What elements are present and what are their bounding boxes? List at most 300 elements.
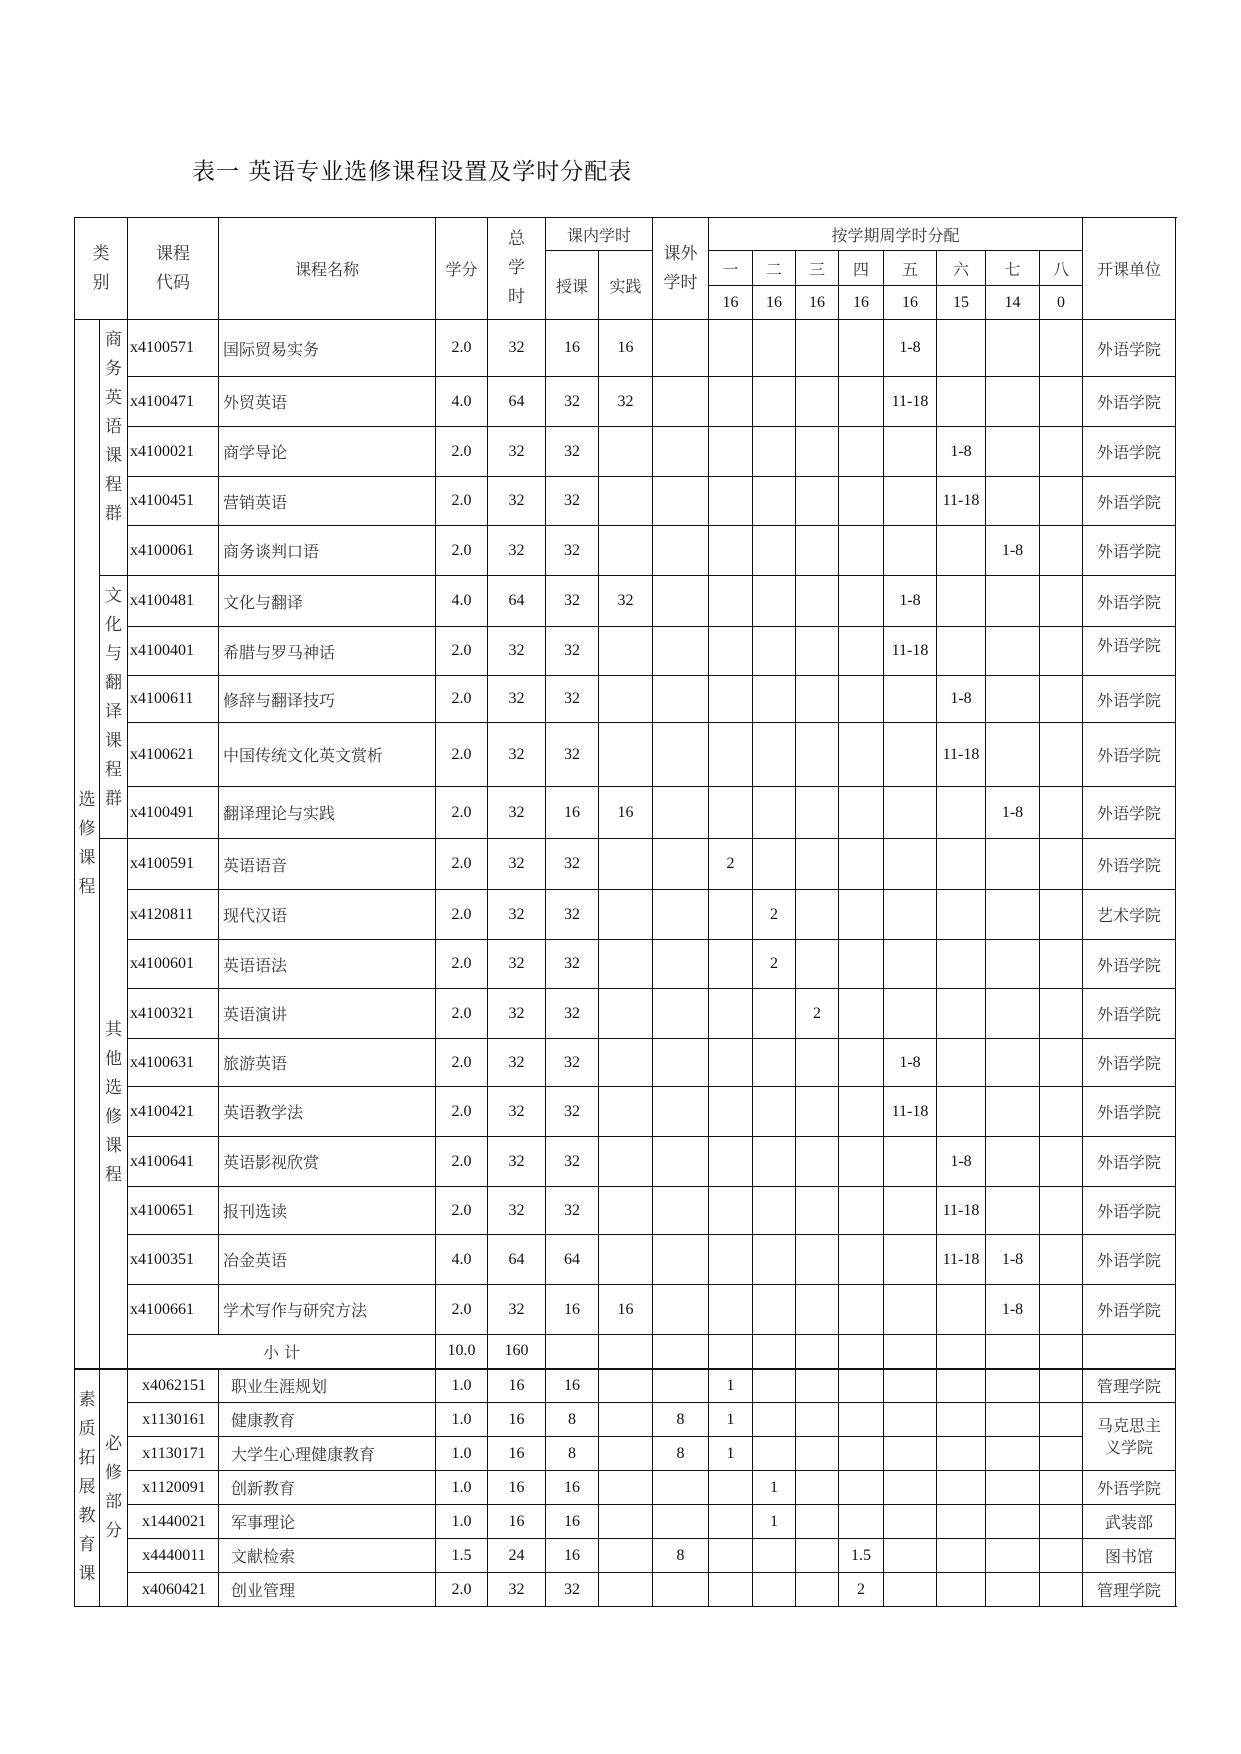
category-quality-expansion: 素质拓展教育课: [75, 1369, 100, 1607]
course-name: 英语教学法: [219, 1087, 436, 1137]
course-practice: [599, 1087, 653, 1137]
semester-cell-5: [884, 526, 937, 576]
course-credit: 2.0: [436, 1087, 488, 1137]
course-dept: 外语学院: [1083, 526, 1176, 576]
course-practice: [599, 1137, 653, 1187]
empty-cell: [1040, 1335, 1083, 1369]
course-credit: 2.0: [436, 787, 488, 839]
course-extra: 8: [653, 1437, 709, 1471]
course-extra: [653, 427, 709, 477]
course-extra: 8: [653, 1403, 709, 1437]
course-code: x4100611: [128, 676, 219, 723]
course-lecture: 32: [546, 890, 599, 940]
course-credit: 2.0: [436, 1137, 488, 1187]
course-extra: [653, 989, 709, 1039]
semester-cell-1: [709, 1087, 753, 1137]
course-total: 64: [488, 1235, 546, 1285]
semester-cell-6: [937, 1087, 986, 1137]
course-extra: [653, 839, 709, 890]
course-total: 32: [488, 1573, 546, 1607]
semester-cell-8: [1040, 1573, 1083, 1607]
semester-cell-6: [937, 627, 986, 676]
semester-cell-3: [796, 1039, 839, 1087]
semester-cell-4: 1.5: [839, 1539, 884, 1573]
course-code: x1130171: [128, 1437, 219, 1471]
course-lecture: 32: [546, 1087, 599, 1137]
course-lecture: 32: [546, 477, 599, 526]
semester-cell-5: 1-8: [884, 320, 937, 377]
course-dept: 马克思主义学院: [1083, 1403, 1176, 1471]
semester-cell-7: 1-8: [986, 1235, 1040, 1285]
course-practice: [599, 1403, 653, 1437]
course-dept: 外语学院: [1083, 576, 1176, 627]
course-credit: 2.0: [436, 526, 488, 576]
semester-cell-4: [839, 676, 884, 723]
semester-cell-1: [709, 1187, 753, 1235]
semester-cell-2: [753, 627, 796, 676]
course-practice: [599, 477, 653, 526]
course-total: 32: [488, 477, 546, 526]
table-row: [75, 377, 1176, 427]
semester-cell-3: [796, 1437, 839, 1471]
semester-cell-8: [1040, 1437, 1083, 1471]
course-lecture: 32: [546, 940, 599, 989]
semester-cell-2: [753, 1403, 796, 1437]
course-code: x4100471: [128, 377, 219, 427]
empty-cell: [709, 1335, 753, 1369]
semester-cell-5: [884, 1437, 937, 1471]
semester-cell-1: [709, 1285, 753, 1335]
course-lecture: 64: [546, 1235, 599, 1285]
semester-cell-7: [986, 1403, 1040, 1437]
semester-cell-8: [1040, 890, 1083, 940]
semester-cell-4: [839, 427, 884, 477]
course-practice: [599, 1235, 653, 1285]
semester-cell-1: 2: [709, 839, 753, 890]
course-credit: 1.0: [436, 1505, 488, 1539]
semester-cell-6: [937, 1285, 986, 1335]
semester-cell-2: [753, 477, 796, 526]
semester-cell-2: [753, 1539, 796, 1573]
semester-cell-8: [1040, 1087, 1083, 1137]
course-credit: 1.5: [436, 1539, 488, 1573]
semester-cell-5: [884, 940, 937, 989]
semester-cell-1: [709, 526, 753, 576]
course-dept: 外语学院: [1083, 427, 1176, 477]
course-total: 32: [488, 1285, 546, 1335]
semester-cell-8: [1040, 839, 1083, 890]
semester-cell-4: [839, 627, 884, 676]
course-code: x4100661: [128, 1285, 219, 1335]
empty-cell: [753, 1335, 796, 1369]
semester-cell-4: [839, 320, 884, 377]
course-extra: [653, 1039, 709, 1087]
course-extra: [653, 1137, 709, 1187]
course-name: 旅游英语: [219, 1039, 436, 1087]
course-dept: 外语学院: [1083, 1137, 1176, 1187]
semester-cell-8: [1040, 627, 1083, 676]
course-practice: 16: [599, 1285, 653, 1335]
table-row: [75, 1369, 1176, 1403]
course-extra: [653, 377, 709, 427]
course-total: 16: [488, 1369, 546, 1403]
course-extra: [653, 890, 709, 940]
course-practice: [599, 427, 653, 477]
course-name: 中国传统文化英文赏析: [219, 723, 436, 787]
course-dept: 外语学院: [1083, 723, 1176, 787]
course-name: 英语影视欣赏: [219, 1137, 436, 1187]
semester-cell-8: [1040, 989, 1083, 1039]
semester-cell-2: [753, 1137, 796, 1187]
semester-cell-1: [709, 890, 753, 940]
semester-cell-1: [709, 1039, 753, 1087]
semester-cell-7: [986, 1369, 1040, 1403]
course-practice: [599, 676, 653, 723]
semester-cell-2: 1: [753, 1505, 796, 1539]
semester-cell-5: 11-18: [884, 377, 937, 427]
semester-cell-8: [1040, 940, 1083, 989]
semester-cell-2: 1: [753, 1471, 796, 1505]
course-name: 英语语音: [219, 839, 436, 890]
semester-cell-4: [839, 1403, 884, 1437]
semester-cell-7: [986, 676, 1040, 723]
course-lecture: 32: [546, 427, 599, 477]
table-row: [75, 1137, 1176, 1187]
course-group-2: 文化与翻译课程群: [100, 576, 128, 839]
semester-cell-1: [709, 1539, 753, 1573]
semester-cell-4: [839, 1235, 884, 1285]
table-row: [75, 1285, 1176, 1335]
semester-cell-7: [986, 723, 1040, 787]
semester-cell-7: 1-8: [986, 787, 1040, 839]
course-dept: 外语学院: [1083, 839, 1176, 890]
semester-cell-7: [986, 989, 1040, 1039]
semester-cell-2: [753, 1087, 796, 1137]
semester-cell-7: [986, 627, 1040, 676]
header-total-hours: 总学时: [488, 218, 546, 320]
course-code: x4062151: [128, 1369, 219, 1403]
table-row: [75, 1235, 1176, 1285]
course-credit: 2.0: [436, 320, 488, 377]
semester-weeks-8: 0: [1040, 286, 1083, 320]
semester-cell-7: [986, 890, 1040, 940]
semester-cell-5: [884, 676, 937, 723]
semester-cell-3: [796, 1187, 839, 1235]
semester-cell-7: [986, 839, 1040, 890]
course-extra: [653, 627, 709, 676]
course-lecture: 16: [546, 320, 599, 377]
page-title: 表一 英语专业选修课程设置及学时分配表: [192, 159, 633, 185]
semester-cell-7: [986, 1137, 1040, 1187]
semester-header-3: 三: [796, 251, 839, 286]
course-code: x4120811: [128, 890, 219, 940]
course-name: 营销英语: [219, 477, 436, 526]
course-lecture: 32: [546, 1573, 599, 1607]
semester-cell-4: 2: [839, 1573, 884, 1607]
course-code: x4100481: [128, 576, 219, 627]
course-total: 32: [488, 839, 546, 890]
semester-cell-2: [753, 320, 796, 377]
table-row: [75, 1403, 1176, 1437]
semester-cell-4: [839, 576, 884, 627]
header-dept: 开课单位: [1083, 218, 1176, 320]
table-row: [75, 1471, 1176, 1505]
course-credit: 2.0: [436, 477, 488, 526]
empty-cell: [986, 1335, 1040, 1369]
table-row: [75, 723, 1176, 787]
course-name: 军事理论: [219, 1505, 436, 1539]
semester-cell-1: [709, 989, 753, 1039]
course-extra: [653, 477, 709, 526]
course-total: 16: [488, 1505, 546, 1539]
semester-cell-7: 1-8: [986, 526, 1040, 576]
header-category: 类别: [75, 218, 128, 320]
semester-cell-8: [1040, 1285, 1083, 1335]
semester-cell-8: [1040, 576, 1083, 627]
course-extra: [653, 1471, 709, 1505]
semester-cell-6: [937, 839, 986, 890]
semester-cell-7: [986, 1573, 1040, 1607]
course-dept: 外语学院: [1083, 1039, 1176, 1087]
semester-cell-8: [1040, 1539, 1083, 1573]
course-code: x4100401: [128, 627, 219, 676]
semester-weeks-7: 14: [986, 286, 1040, 320]
semester-cell-5: [884, 1471, 937, 1505]
semester-cell-8: [1040, 427, 1083, 477]
semester-cell-3: [796, 377, 839, 427]
course-total: 24: [488, 1539, 546, 1573]
course-name: 创业管理: [219, 1573, 436, 1607]
course-extra: [653, 676, 709, 723]
semester-cell-3: [796, 1403, 839, 1437]
course-name: 大学生心理健康教育: [219, 1437, 436, 1471]
semester-cell-8: [1040, 1369, 1083, 1403]
semester-cell-6: 11-18: [937, 1235, 986, 1285]
course-group-1: 商务英语课程群: [100, 320, 128, 576]
semester-cell-3: [796, 1369, 839, 1403]
course-total: 16: [488, 1403, 546, 1437]
semester-cell-6: [937, 576, 986, 627]
table-row: [75, 940, 1176, 989]
course-lecture: 16: [546, 787, 599, 839]
course-credit: 2.0: [436, 1573, 488, 1607]
semester-cell-3: [796, 839, 839, 890]
semester-cell-4: [839, 1137, 884, 1187]
semester-cell-1: [709, 1471, 753, 1505]
course-total: 16: [488, 1471, 546, 1505]
semester-cell-1: 1: [709, 1437, 753, 1471]
semester-header-1: 一: [709, 251, 753, 286]
semester-cell-5: [884, 1369, 937, 1403]
semester-cell-3: [796, 940, 839, 989]
semester-cell-5: [884, 1187, 937, 1235]
semester-cell-7: [986, 940, 1040, 989]
semester-cell-7: [986, 320, 1040, 377]
table-row: [75, 1573, 1176, 1607]
table-row: [75, 627, 1176, 676]
semester-cell-4: [839, 787, 884, 839]
course-lecture: 32: [546, 1039, 599, 1087]
empty-cell: [884, 1335, 937, 1369]
course-lecture: 16: [546, 1539, 599, 1573]
table-row: [75, 989, 1176, 1039]
semester-cell-2: [753, 1573, 796, 1607]
empty-cell: [546, 1335, 599, 1369]
course-dept: 外语学院: [1083, 989, 1176, 1039]
semester-cell-3: [796, 477, 839, 526]
semester-cell-6: 1-8: [937, 676, 986, 723]
course-name: 报刊选读: [219, 1187, 436, 1235]
table-row: [75, 427, 1176, 477]
semester-header-7: 七: [986, 251, 1040, 286]
semester-cell-4: [839, 1187, 884, 1235]
course-dept: 管理学院: [1083, 1369, 1176, 1403]
semester-cell-5: [884, 787, 937, 839]
semester-cell-4: [839, 1039, 884, 1087]
course-lecture: 32: [546, 377, 599, 427]
course-extra: [653, 940, 709, 989]
semester-cell-3: [796, 320, 839, 377]
semester-cell-5: 1-8: [884, 1039, 937, 1087]
subtotal-row: [75, 1335, 1176, 1369]
course-code: x1120091: [128, 1471, 219, 1505]
course-practice: [599, 526, 653, 576]
semester-cell-2: [753, 676, 796, 723]
semester-weeks-6: 15: [937, 286, 986, 320]
semester-cell-5: [884, 427, 937, 477]
table-row: [75, 1039, 1176, 1087]
semester-cell-1: [709, 627, 753, 676]
course-dept: 管理学院: [1083, 1573, 1176, 1607]
empty-cell: [1083, 1335, 1176, 1369]
semester-cell-2: [753, 787, 796, 839]
course-name: 创新教育: [219, 1471, 436, 1505]
header-extra: 课外学时: [653, 218, 709, 320]
course-practice: [599, 1471, 653, 1505]
subtotal-label: 小 计: [128, 1335, 436, 1369]
course-dept: 外语学院: [1083, 1235, 1176, 1285]
semester-cell-1: [709, 320, 753, 377]
course-extra: [653, 1369, 709, 1403]
course-practice: 16: [599, 320, 653, 377]
semester-cell-8: [1040, 1471, 1083, 1505]
course-credit: 4.0: [436, 377, 488, 427]
semester-cell-5: [884, 1285, 937, 1335]
table-row: [75, 787, 1176, 839]
course-name: 外贸英语: [219, 377, 436, 427]
header-in-class: 课内学时: [546, 218, 653, 251]
course-credit: 2.0: [436, 940, 488, 989]
course-lecture: 32: [546, 1137, 599, 1187]
course-dept: 外语学院: [1083, 1285, 1176, 1335]
empty-cell: [937, 1335, 986, 1369]
course-total: 32: [488, 1137, 546, 1187]
course-dept: 外语学院: [1083, 1087, 1176, 1137]
course-name: 健康教育: [219, 1403, 436, 1437]
course-code: x4100321: [128, 989, 219, 1039]
semester-cell-3: [796, 723, 839, 787]
table-row: [75, 477, 1176, 526]
course-dept: 外语学院: [1083, 940, 1176, 989]
semester-cell-1: [709, 1235, 753, 1285]
semester-cell-3: [796, 576, 839, 627]
course-dept: 外语学院: [1083, 676, 1176, 723]
semester-cell-3: [796, 1235, 839, 1285]
course-lecture: 32: [546, 676, 599, 723]
course-practice: [599, 1369, 653, 1403]
course-name: 职业生涯规划: [219, 1369, 436, 1403]
semester-cell-8: [1040, 1505, 1083, 1539]
course-credit: 4.0: [436, 1235, 488, 1285]
course-total: 32: [488, 526, 546, 576]
semester-cell-2: [753, 1235, 796, 1285]
course-code: x4100621: [128, 723, 219, 787]
course-code: x4100061: [128, 526, 219, 576]
course-lecture: 8: [546, 1403, 599, 1437]
table-row: [75, 890, 1176, 940]
table-row: [75, 1437, 1176, 1471]
course-group-3: 其他选修课程: [100, 839, 128, 1369]
semester-cell-4: [839, 477, 884, 526]
semester-cell-6: [937, 320, 986, 377]
course-extra: [653, 1087, 709, 1137]
table-row: [75, 576, 1176, 627]
course-credit: 2.0: [436, 1187, 488, 1235]
semester-cell-2: [753, 377, 796, 427]
course-credit: 1.0: [436, 1403, 488, 1437]
course-lecture: 32: [546, 839, 599, 890]
table-row: [75, 320, 1176, 377]
semester-weeks-5: 16: [884, 286, 937, 320]
course-lecture: 32: [546, 723, 599, 787]
header-name: 课程名称: [219, 218, 436, 320]
semester-cell-4: [839, 1087, 884, 1137]
table-row: [75, 1087, 1176, 1137]
course-name: 文化与翻译: [219, 576, 436, 627]
semester-cell-8: [1040, 377, 1083, 427]
semester-cell-1: [709, 477, 753, 526]
course-lecture: 32: [546, 627, 599, 676]
course-lecture: 8: [546, 1437, 599, 1471]
semester-cell-3: [796, 1087, 839, 1137]
semester-cell-7: [986, 1039, 1040, 1087]
semester-cell-7: 1-8: [986, 1285, 1040, 1335]
semester-cell-3: [796, 627, 839, 676]
subtotal-credit: 10.0: [436, 1335, 488, 1369]
course-code: x4100651: [128, 1187, 219, 1235]
semester-cell-2: [753, 1369, 796, 1403]
semester-cell-6: [937, 1403, 986, 1437]
course-code: x4100591: [128, 839, 219, 890]
course-practice: 32: [599, 576, 653, 627]
semester-cell-2: [753, 989, 796, 1039]
course-dept: 外语学院: [1083, 377, 1176, 427]
course-credit: 2.0: [436, 723, 488, 787]
semester-cell-2: 2: [753, 940, 796, 989]
empty-cell: [796, 1335, 839, 1369]
course-credit: 2.0: [436, 1285, 488, 1335]
course-code: x4100641: [128, 1137, 219, 1187]
semester-cell-2: [753, 839, 796, 890]
semester-cell-4: [839, 940, 884, 989]
semester-cell-7: [986, 1437, 1040, 1471]
semester-cell-1: [709, 1137, 753, 1187]
semester-cell-3: [796, 526, 839, 576]
semester-cell-6: 11-18: [937, 1187, 986, 1235]
course-code: x4100451: [128, 477, 219, 526]
header-row: [75, 218, 1176, 251]
category-elective: 选修课程: [75, 320, 100, 1369]
